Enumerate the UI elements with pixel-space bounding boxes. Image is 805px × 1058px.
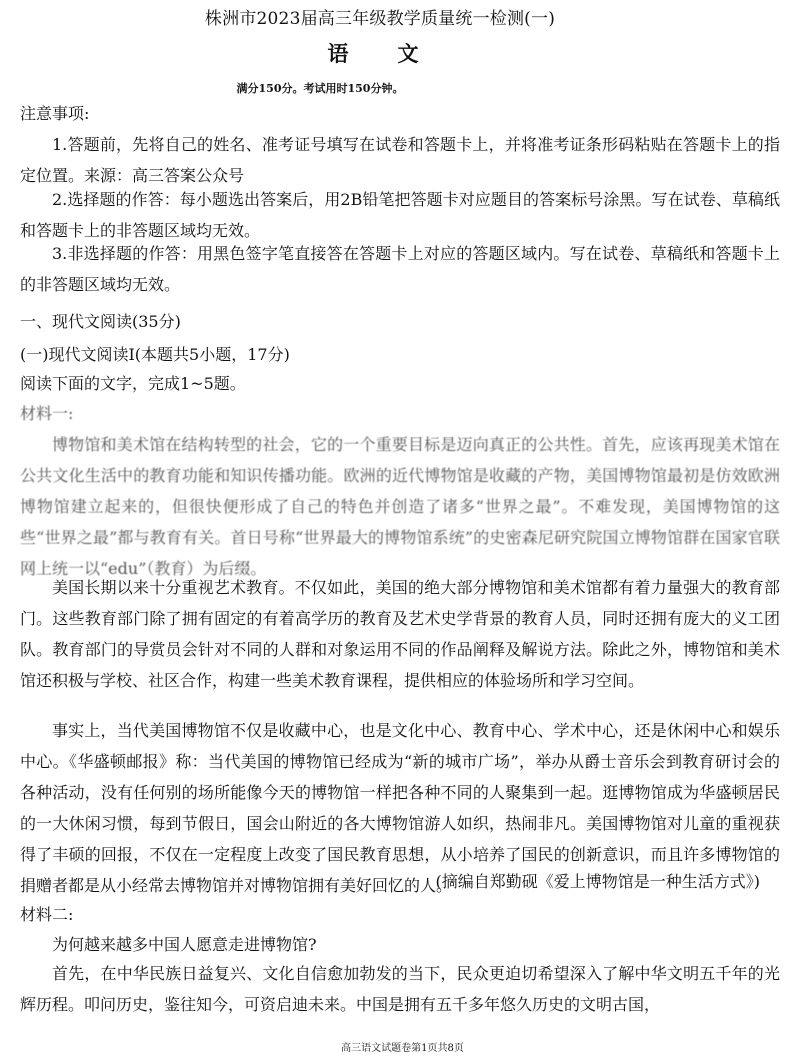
notice-item: 1.答题前，先将自己的姓名、准考证号填写在试卷和答题卡上，并将准考证条形码粘贴在答题卡上的指定位置。来源：高三答案公众号 (20, 135, 780, 185)
notice-item: 3.非选择题的作答：用黑色签字笔直接答在答题卡上对应的答题区域内。写在试卷、草稿纸和答题卡上的非答题区域均无效。 (20, 244, 780, 294)
material-label: 材料一: (20, 404, 74, 423)
citation: (摘编自郑勤砚《爱上博物馆是一种生活方式》) (435, 872, 760, 891)
material1-paragraph: 美国长期以来十分重视艺术教育。不仅如此，美国的绝大部分博物馆和美术馆都有着力量强大的教育部门。这些教育部门除了拥有固定的有着高学历的教育及艺术史学背景的教育人员，同时还拥有庞大的义工团队。教育部门的导赏员会针对不同的人群和对象运用不同的作品阐释及解说方法。除此之外，博物馆和美术馆还积极与学校、社区合作，构建一些美术教育课程，提供相应的体验场所和学习空间。 (20, 578, 780, 690)
material1-paragraph: 博物馆和美术馆在结构转型的社会，它的一个重要目标是迈向真正的公共性。首先，应该再现美术馆在公共文化生活中的教育功能和知识传播功能。欧洲的近代博物馆是收藏的产物，美国博物馆最初是仿效欧洲博物馆建立起来的，但很快便形成了自己的特色并创造了诸多“世界之最”。不难发现，美国博物馆的这些“世界之最”都与教育有关。首日号称“世界最大的博物馆系统”的史密森尼研究院国立博物馆群在国家官联网上统一以“edu”（教育）为后缀。 (20, 435, 780, 578)
material2-question: 为何越来越多中国人愿意走进博物馆? (52, 935, 317, 954)
notice-heading: 注意事项: (20, 104, 90, 123)
page-footer: 高三语文试题卷第1页共8页 (341, 1043, 464, 1054)
section-title: 一、现代文阅读(35分) (20, 312, 181, 331)
exam-title: 株洲市2023届高三年级教学质量统一检测(一) (204, 9, 556, 29)
subject-title: 语 文 (327, 41, 433, 66)
notice-item: 2.选择题的作答：每小题选出答案后，用2B铅笔把答题卡对应题目的答案标号涂黑。写在试卷、草稿纸和答题卡上的非答题区域均无效。 (20, 190, 780, 240)
material2-paragraph: 首先，在中华民族日益复兴、文化自信愈加勃发的当下，民众更迫切希望深入了解中华文明五千年的光辉历程。叩问历史，鉴往知今，可资启迪未来。中国是拥有五千多年悠久历史的文明古国， (20, 964, 780, 1014)
score-line: 满分150分。考试用时150分钟。 (236, 82, 404, 95)
subsection-title: (一)现代文阅读Ⅰ(本题共5小题，17分) (20, 345, 290, 364)
instruction: 阅读下面的文字，完成1~5题。 (20, 374, 246, 393)
material-label: 材料二: (20, 905, 74, 924)
material1-paragraph: 事实上，当代美国博物馆不仅是收藏中心，也是文化中心、教育中心、学术中心，还是休闲中心和娱乐中心。《华盛顿邮报》称：当代美国的博物馆已经成为“新的城市广场”，举办从爵士音乐会到教育研讨会的各种活动，没有任何别的场所能像今天的博物馆一样把各种不同的人聚集到一起。逛博物馆成为华盛顿居民的一大休闲习惯，每到节假日，国会山附近的各大博物馆游人如织，热闹非凡。美国博物馆对儿童的重视获得了丰硕的回报，不仅在一定程度上改变了国民教育思想，从小培养了国民的创新意识，而且许多博物馆的捐赠者都是从小经常去博物馆并对博物馆拥有美好回忆的人。 (20, 721, 780, 895)
